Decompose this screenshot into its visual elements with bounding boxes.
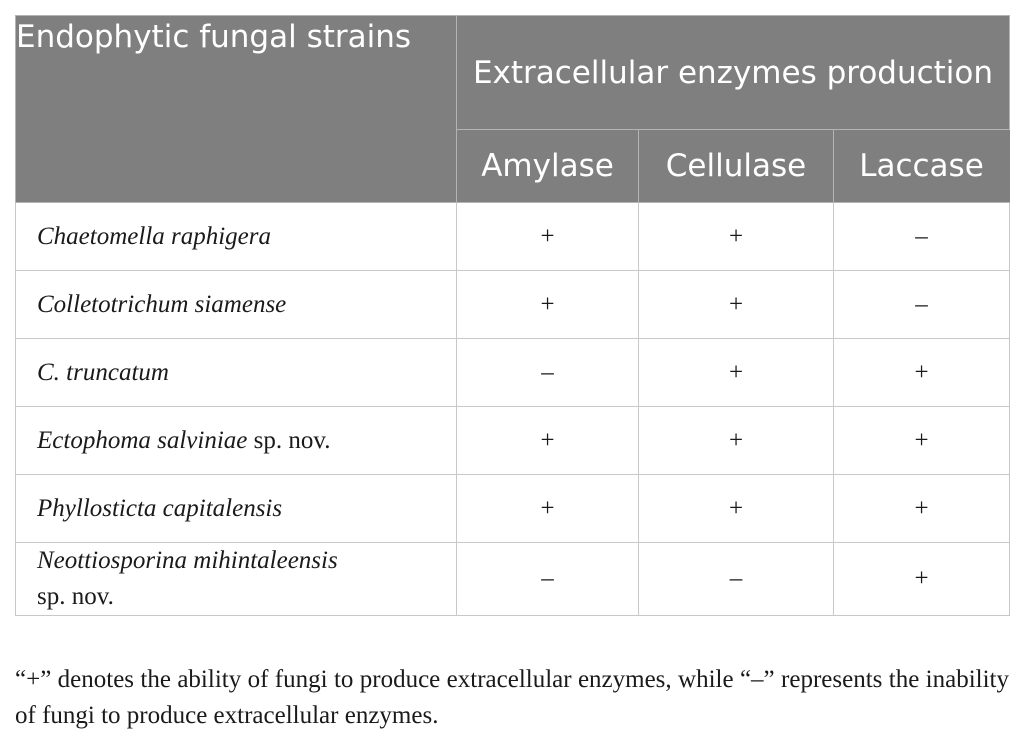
strain-name: Chaetomella raphigera <box>16 203 457 271</box>
cellulase-value: + <box>639 339 834 407</box>
table-row <box>16 203 1010 271</box>
header-cellulase: Cellulase <box>639 130 834 203</box>
cellulase-value: + <box>639 271 834 339</box>
table-row <box>16 475 1010 543</box>
laccase-value: – <box>834 203 1010 271</box>
strain-name: Neottiosporina mihintaleensis sp. nov. <box>16 543 457 616</box>
header-extracellular-enzymes: Extracellular enzymes production <box>457 16 1010 130</box>
table-row <box>16 543 1010 616</box>
strain-name: Colletotrichum siamense <box>16 271 457 339</box>
laccase-value: – <box>834 271 1010 339</box>
strain-name: Phyllosticta capitalensis <box>16 475 457 543</box>
amylase-value: + <box>457 203 639 271</box>
enzyme-table-container <box>15 15 1009 616</box>
laccase-value: + <box>834 543 1010 616</box>
amylase-value: + <box>457 475 639 543</box>
laccase-value: + <box>834 407 1010 475</box>
header-laccase: Laccase <box>834 130 1010 203</box>
laccase-value: + <box>834 339 1010 407</box>
cellulase-value: + <box>639 203 834 271</box>
cellulase-value: – <box>639 543 834 616</box>
table-row <box>16 407 1010 475</box>
amylase-value: + <box>457 407 639 475</box>
cellulase-value: + <box>639 407 834 475</box>
strain-name: C. truncatum <box>16 339 457 407</box>
header-amylase: Amylase <box>457 130 639 203</box>
cellulase-value: + <box>639 475 834 543</box>
strain-name: Ectophoma salviniae sp. nov. <box>16 407 457 475</box>
amylase-value: – <box>457 339 639 407</box>
enzyme-production-table <box>15 15 1010 616</box>
table-footnote: “+” denotes the ability of fungi to produce extracellular enzymes, while “–” represents the inability of fungi to produce extracellular enzymes. <box>15 666 1009 729</box>
amylase-value: + <box>457 271 639 339</box>
amylase-value: – <box>457 543 639 616</box>
table-row <box>16 271 1010 339</box>
laccase-value: + <box>834 475 1010 543</box>
header-strains: Endophytic fungal strains <box>16 16 457 203</box>
table-row <box>16 339 1010 407</box>
